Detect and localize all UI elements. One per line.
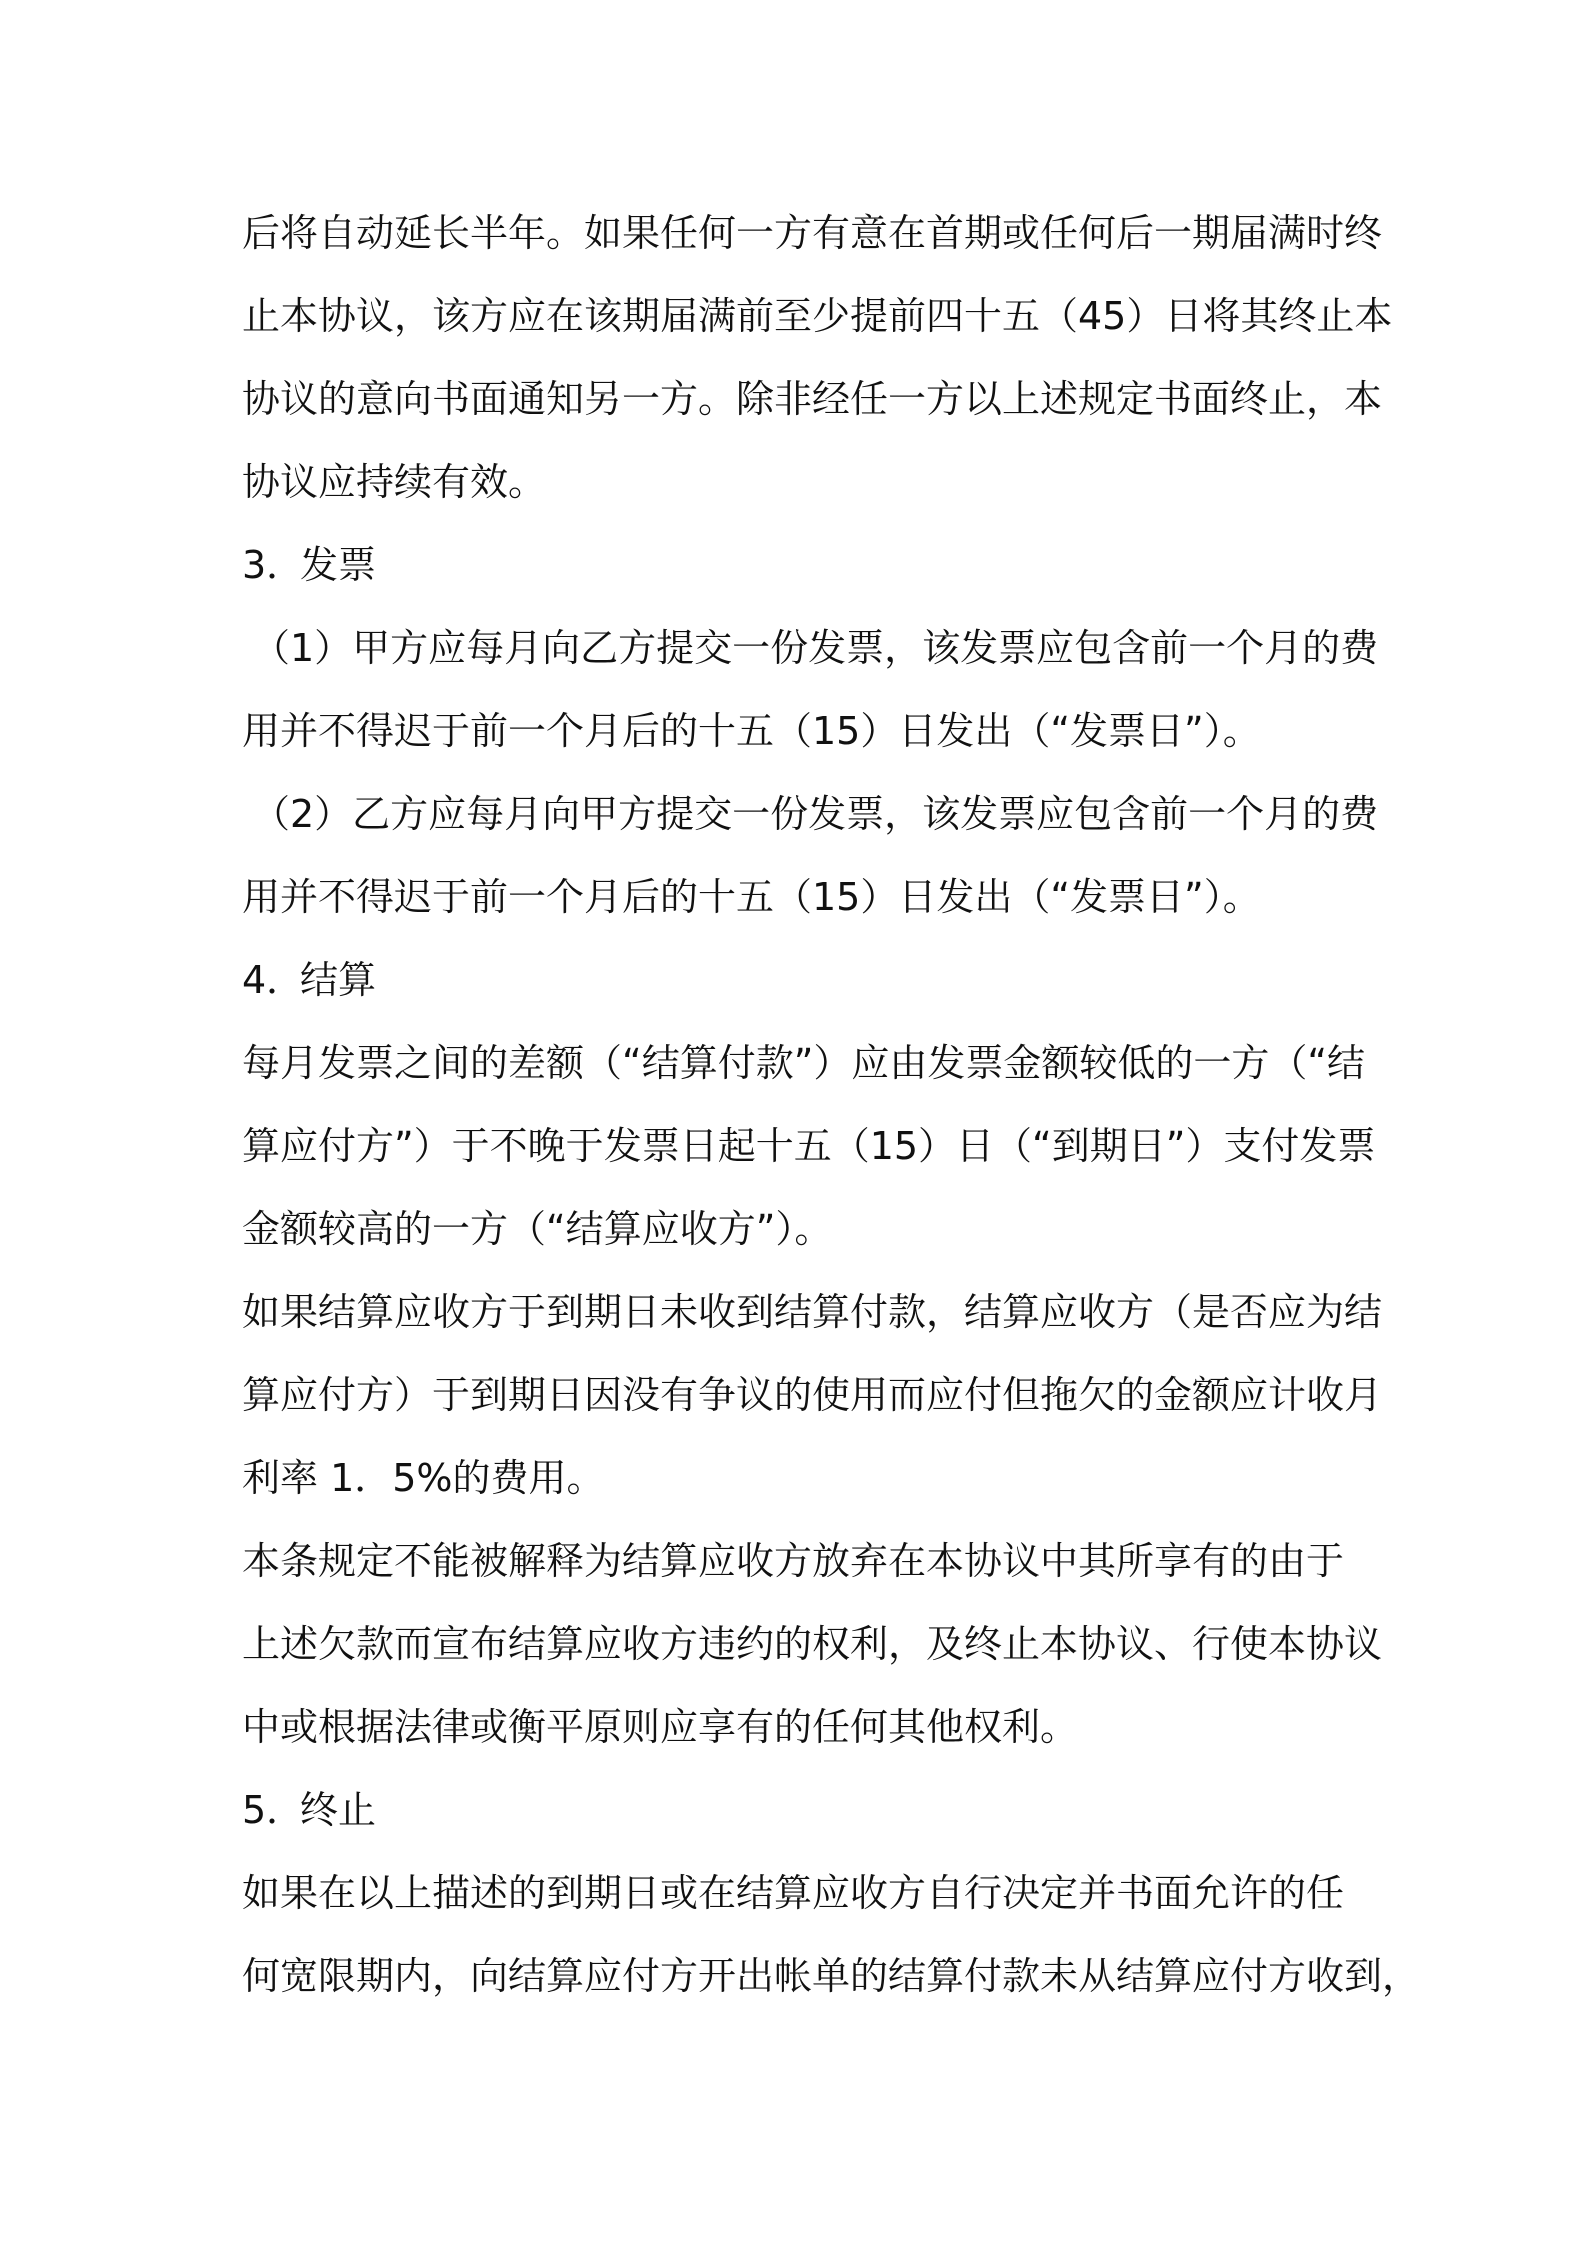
document-body — [242, 192, 1421, 2018]
paragraph-line: 如果在以上描述的到期日或在结算应收方自行决定并书面允许的任 — [242, 1871, 1345, 1915]
paragraph-line: （2）乙方应每月向甲方提交一份发票，该发票应包含前一个月的费 — [252, 792, 1379, 836]
paragraph-line: 金额较高的一方（“结算应收方”）。 — [242, 1207, 833, 1251]
paragraph-line: 算应付方”）于不晚于发票日起十五（15）日（“到期日”）支付发票 — [242, 1124, 1376, 1168]
section-title: 终止 — [300, 1788, 377, 1832]
paragraph-line: 何宽限期内，向结算应付方开出帐单的结算付款未从结算应付方收到， — [242, 1954, 1421, 1998]
paragraph-line: 如果结算应收方于到期日未收到结算付款，结算应收方（是否应为结 — [242, 1290, 1383, 1334]
section-heading-invoice — [242, 524, 1362, 607]
section-number: 4． — [242, 958, 305, 1002]
paragraph-line: （1）甲方应每月向乙方提交一份发票，该发票应包含前一个月的费 — [252, 626, 1379, 670]
section-title: 结算 — [300, 958, 377, 1002]
paragraph-line: 用并不得迟于前一个月后的十五（15）日发出（“发票日”）。 — [242, 709, 1261, 753]
paragraph-line: 后将自动延长半年。如果任何一方有意在首期或任何后一期届满时终 — [242, 211, 1383, 255]
section-number: 5． — [242, 1788, 305, 1832]
paragraph-line: 协议的意向书面通知另一方。除非经任一方以上述规定书面终止，本 — [242, 377, 1383, 421]
paragraph-line: 上述欠款而宣布结算应收方违约的权利，及终止本协议、行使本协议 — [242, 1622, 1383, 1666]
paragraph-line: 每月发票之间的差额（“结算付款”）应由发票金额较低的一方（“结 — [242, 1041, 1366, 1085]
paragraph-line: 利率 1．5%的费用。 — [242, 1456, 605, 1500]
section-title: 发票 — [300, 543, 377, 587]
section-heading-settlement — [242, 939, 1362, 1022]
section-number: 3． — [242, 543, 305, 587]
paragraph-line: 中或根据法律或衡平原则应享有的任何其他权利。 — [242, 1705, 1079, 1749]
paragraph-line: 本条规定不能被解释为结算应收方放弃在本协议中其所享有的由于 — [242, 1539, 1345, 1583]
paragraph-line: 止本协议，该方应在该期届满前至少提前四十五（45）日将其终止本 — [242, 294, 1393, 338]
paragraph-line: 用并不得迟于前一个月后的十五（15）日发出（“发票日”）。 — [242, 875, 1261, 919]
paragraph-line: 协议应持续有效。 — [242, 460, 547, 504]
section-heading-termination — [242, 1769, 1362, 1852]
paragraph-line: 算应付方）于到期日因没有争议的使用而应付但拖欠的金额应计收月 — [242, 1373, 1383, 1417]
